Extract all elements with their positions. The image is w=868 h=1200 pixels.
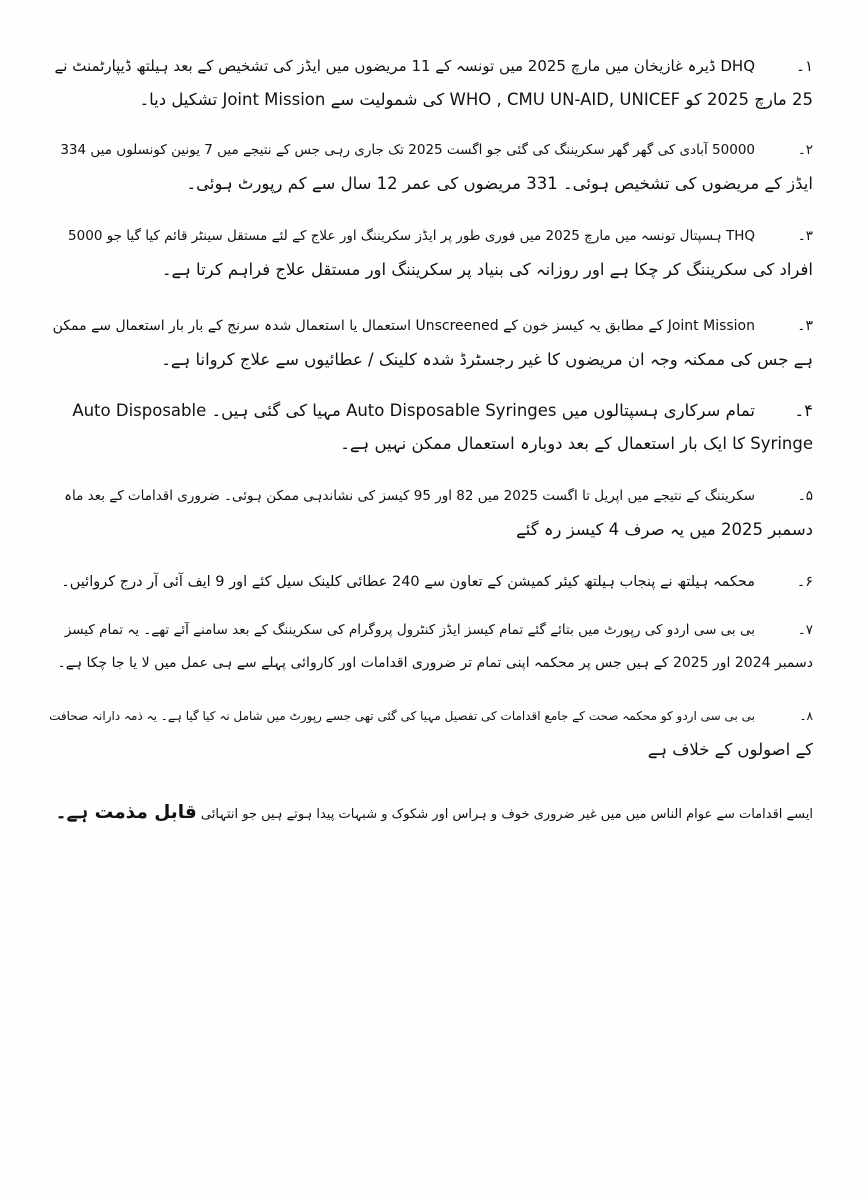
list-item-9: [48, 700, 813, 766]
list-item-3: [48, 220, 813, 286]
item-text: افراد کی سکریننگ کر چکا ہے اور روزانہ کی بنیاد پر سکریننگ اور مستقل علاج فراہم کرتا ہے۔: [161, 260, 813, 279]
list-item-7: [48, 566, 813, 599]
item-text: کے اصولوں کے خلاف ہے: [647, 740, 813, 759]
closing-emphasis: قابل مذمت ہے۔: [55, 802, 197, 823]
list-item-1: [48, 50, 813, 116]
closing-statement: [48, 796, 813, 832]
item-number: ۳۔: [797, 228, 813, 244]
item-text: Joint Mission کے مطابق یہ کیسز خون کے Unscreened استعمال یا استعمال شدہ سرنج کے بار بار استعمال سے ممکن: [52, 318, 755, 334]
item-number: ۵۔: [797, 488, 813, 504]
list-item-8: [48, 614, 813, 680]
item-text: Syringe کا ایک بار استعمال کے بعد دوبارہ استعمال ممکن نہیں ہے۔: [340, 434, 813, 453]
item-text: بی بی سی اردو کی رپورٹ میں بتائے گئے تمام کیسز ایڈز کنٹرول پروگرام کی سکریننگ کے بعد سامنے آئے تھے۔ یہ تمام کیسز: [64, 622, 755, 638]
closing-text: ایسے اقدامات سے عوام الناس میں میں غیر ضروری خوف و ہراس اور شکوک و شبہات پیدا ہوتے ہیں جو انتہائی: [200, 807, 813, 822]
item-text: THQ ہسپتال تونسہ میں مارچ 2025 میں فوری طور پر ایڈز سکریننگ اور علاج کے لئے مستقل سینٹر قائم کیا گیا جو 5000: [68, 228, 755, 244]
item-text: بی بی سی اردو کو محکمہ صحت کے جامع اقدامات کی تفصیل مہیا کی گئی تھی جسے رپورٹ میں شامل نہ کیا گیا ہے۔ یہ ذمہ دارانہ صحافت: [49, 709, 755, 723]
item-number: ۲۔: [797, 142, 813, 158]
list-item-6: [48, 480, 813, 546]
item-text: دسمبر 2025 میں یہ صرف 4 کیسز رہ گئے: [516, 520, 813, 539]
item-text: تمام سرکاری ہسپتالوں میں Auto Disposable Syringes مہیا کی گئی ہیں۔ Auto Disposable: [72, 401, 755, 420]
item-text: 25 مارچ 2025 کو WHO , CMU UN-AID, UNICEF کی شمولیت سے Joint Mission تشکیل دیا۔: [139, 90, 813, 109]
item-text: ایڈز کے مریضوں کی تشخیص ہوئی۔ 331 مریضوں کی عمر 12 سال سے کم رپورٹ ہوئی۔: [186, 174, 813, 193]
item-text: سکریننگ کے نتیجے میں اپریل تا اگست 2025 میں 82 اور 95 کیسز کی نشاندہی ممکن ہوئی۔ ضروری اقدامات کے بعد ماہ: [64, 488, 755, 504]
item-number: ۷۔: [797, 622, 813, 638]
item-text: دسمبر 2024 اور 2025 کے ہیں جس پر محکمہ اپنی تمام تر ضروری اقدامات اور کاروائی پہلے سے ہی عمل میں لا یا جا چکا ہے۔: [57, 655, 813, 671]
item-number: ۱۔: [796, 57, 813, 75]
item-number: ۳۔: [797, 318, 813, 334]
item-text: ہے جس کی ممکنہ وجہ ان مریضوں کا غیر رجسٹرڈ شدہ کلینک / عطائیوں سے علاج کروانا ہے۔: [161, 350, 813, 369]
item-number: ۸۔: [799, 709, 813, 723]
item-number: ۶۔: [796, 574, 813, 590]
list-item-4: [48, 310, 813, 376]
item-number: ۴۔: [794, 401, 813, 420]
item-text: DHQ ڈیرہ غازیخان میں مارچ 2025 میں تونسہ کے 11 مریضوں میں ایڈز کی تشخیص کے بعد ہیلتھ ڈیپارٹمنٹ نے: [54, 57, 755, 75]
list-item-2: [48, 134, 813, 200]
item-text: محکمہ ہیلتھ نے پنجاب ہیلتھ کیئر کمیشن کے تعاون سے 240 عطائی کلینک سیل کئے اور 9 ایف آئی آر درج کروائیں۔: [61, 574, 755, 590]
list-item-5: [48, 394, 813, 460]
item-text: 50000 آبادی کی گھر گھر سکریننگ کی گئی جو اگست 2025 تک جاری رہی جس کے نتیجے میں 7 یونین کونسلوں میں 334: [60, 142, 755, 158]
